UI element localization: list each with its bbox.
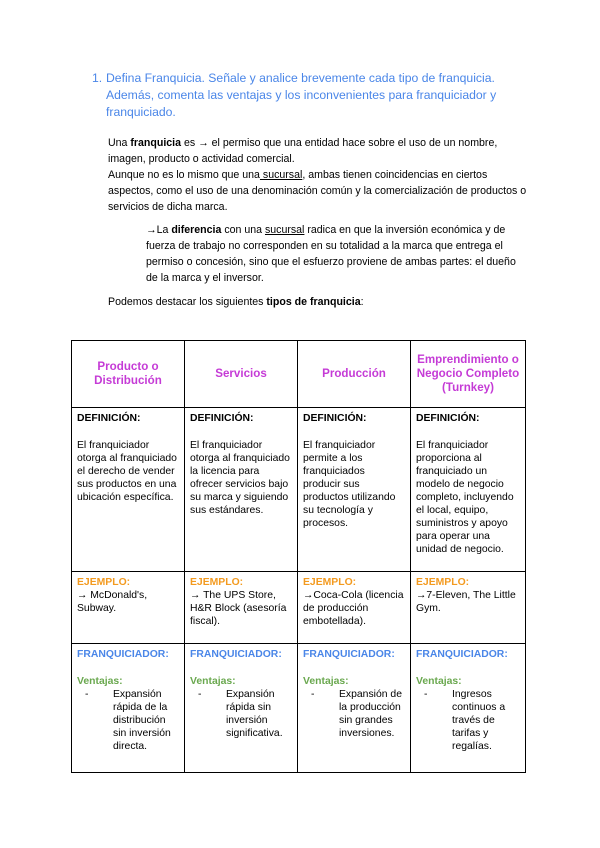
ejemplo-text: → McDonald's, Subway.	[77, 590, 148, 614]
definicion-label: DEFINICIÓN:	[190, 413, 254, 424]
definicion-text: El franquiciador otorga al franquiciado el derecho de vender sus productos en una ubicación específica.	[77, 440, 177, 503]
table-cell	[298, 644, 411, 773]
ventaja-item	[77, 688, 179, 753]
term-sucursal: sucursal	[259, 169, 303, 181]
text-span: con una	[221, 224, 265, 236]
term-franquicia: franquicia	[130, 137, 182, 149]
ejemplo-label: EJEMPLO:	[77, 577, 131, 588]
term-sucursal: sucursal	[264, 224, 305, 236]
table-cell	[185, 572, 298, 644]
definicion-label: DEFINICIÓN:	[416, 413, 480, 424]
question-heading	[92, 70, 522, 121]
table-header-row	[72, 341, 526, 408]
question-number: 1.	[92, 71, 103, 85]
definicion-text: El franquiciador permite a los franquiciados producir sus productos utilizando su tecnología y procesos.	[303, 440, 396, 529]
term-tipos: tipos de franquicia	[266, 296, 361, 308]
dash-bullet: -	[85, 689, 89, 700]
ejemplo-label: EJEMPLO:	[190, 577, 244, 588]
ventaja-item	[303, 688, 405, 740]
text-span: Podemos destacar los siguientes	[108, 296, 267, 308]
franchise-types-table	[71, 340, 526, 773]
franquiciador-label: FRANQUICIADOR:	[190, 649, 282, 660]
ventajas-label: Ventajas:	[303, 676, 349, 687]
text-span: es → el permiso que una entidad hace sobre el uso de un nombre, imagen, producto o actividad comercial.	[108, 137, 498, 165]
dash-bullet: -	[198, 689, 202, 700]
ventaja-text: Expansión rápida de la distribución sin inversión directa.	[113, 689, 171, 752]
header-producto-distribucion: Producto o Distribución	[72, 341, 185, 408]
ventaja-item	[190, 688, 292, 740]
franquiciador-label: FRANQUICIADOR:	[77, 649, 169, 660]
text-span: Una	[108, 137, 131, 149]
definicion-label: DEFINICIÓN:	[303, 413, 367, 424]
definicion-text: El franquiciador proporciona al franquiciado un modelo de negocio completo, incluyendo el local, equipo, suministros y apoyo para operar una unidad de negocio.	[416, 440, 514, 555]
ventaja-text: Expansión de la producción sin grandes inversiones.	[339, 689, 402, 739]
table-cell	[72, 644, 185, 773]
table-cell	[298, 408, 411, 572]
table-row-franquiciador	[72, 644, 526, 773]
dash-bullet: -	[424, 689, 428, 700]
ejemplo-label: EJEMPLO:	[303, 577, 357, 588]
definicion-label: DEFINICIÓN:	[77, 413, 141, 424]
difference-paragraph	[146, 222, 526, 286]
header-servicios: Servicios	[185, 341, 298, 408]
text-span: :	[360, 296, 364, 308]
text-span: radica en que la inversión económica y de fuerza de trabajo no corresponden en su totalidad a la marca que entrega el permiso o concesión, sino que el esfuerzo proviene de ambas partes: el dueño de la marca y el inversor.	[146, 224, 516, 284]
franquiciador-label: FRANQUICIADOR:	[416, 649, 508, 660]
ejemplo-label: EJEMPLO:	[416, 577, 470, 588]
text-span: →La	[146, 224, 172, 236]
term-diferencia: diferencia	[171, 224, 222, 236]
table-cell	[411, 572, 526, 644]
ventajas-label: Ventajas:	[77, 676, 123, 687]
ventaja-item	[416, 688, 520, 753]
ventajas-label: Ventajas:	[416, 676, 462, 687]
text-span: Aunque no es lo mismo que una	[108, 169, 260, 181]
header-produccion: Producción	[298, 341, 411, 408]
table-cell	[298, 572, 411, 644]
table-row-ejemplo	[72, 572, 526, 644]
table-cell	[185, 408, 298, 572]
ventaja-text: Ingresos continuos a través de tarifas y regalías.	[452, 689, 506, 752]
ejemplo-text: →Coca-Cola (licencia de producción embotellada).	[303, 590, 404, 627]
franquiciador-label: FRANQUICIADOR:	[303, 649, 395, 660]
definicion-text: El franquiciador otorga al franquiciado la licencia para ofrecer servicios bajo su marca y siguiendo sus estándares.	[190, 440, 290, 516]
table-cell	[411, 644, 526, 773]
table-cell	[411, 408, 526, 572]
ventajas-label: Ventajas:	[190, 676, 236, 687]
types-intro-paragraph	[108, 294, 528, 310]
ejemplo-text: →7-Eleven, The Little Gym.	[416, 590, 516, 614]
table-row-definicion	[72, 408, 526, 572]
ejemplo-text: → The UPS Store, H&R Block (asesoría fiscal).	[190, 590, 287, 627]
text-span: , ambas tienen coincidencias en ciertos aspectos, como el uso de una denominación común y la comercialización de productos o servicios de dicha marca.	[108, 169, 527, 213]
question-text: Defina Franquicia. Señale y analice brevemente cada tipo de franquicia. Además, comenta las ventajas y los inconvenientes para franquiciador y franquiciado.	[106, 71, 497, 119]
dash-bullet: -	[311, 689, 315, 700]
ventaja-text: Expansión rápida sin inversión significativa.	[226, 689, 283, 739]
header-emprendimiento: Emprendimiento o Negocio Completo (Turnkey)	[411, 341, 526, 408]
table-cell	[185, 644, 298, 773]
table-cell	[72, 572, 185, 644]
definition-paragraph	[108, 135, 528, 215]
table-cell	[72, 408, 185, 572]
